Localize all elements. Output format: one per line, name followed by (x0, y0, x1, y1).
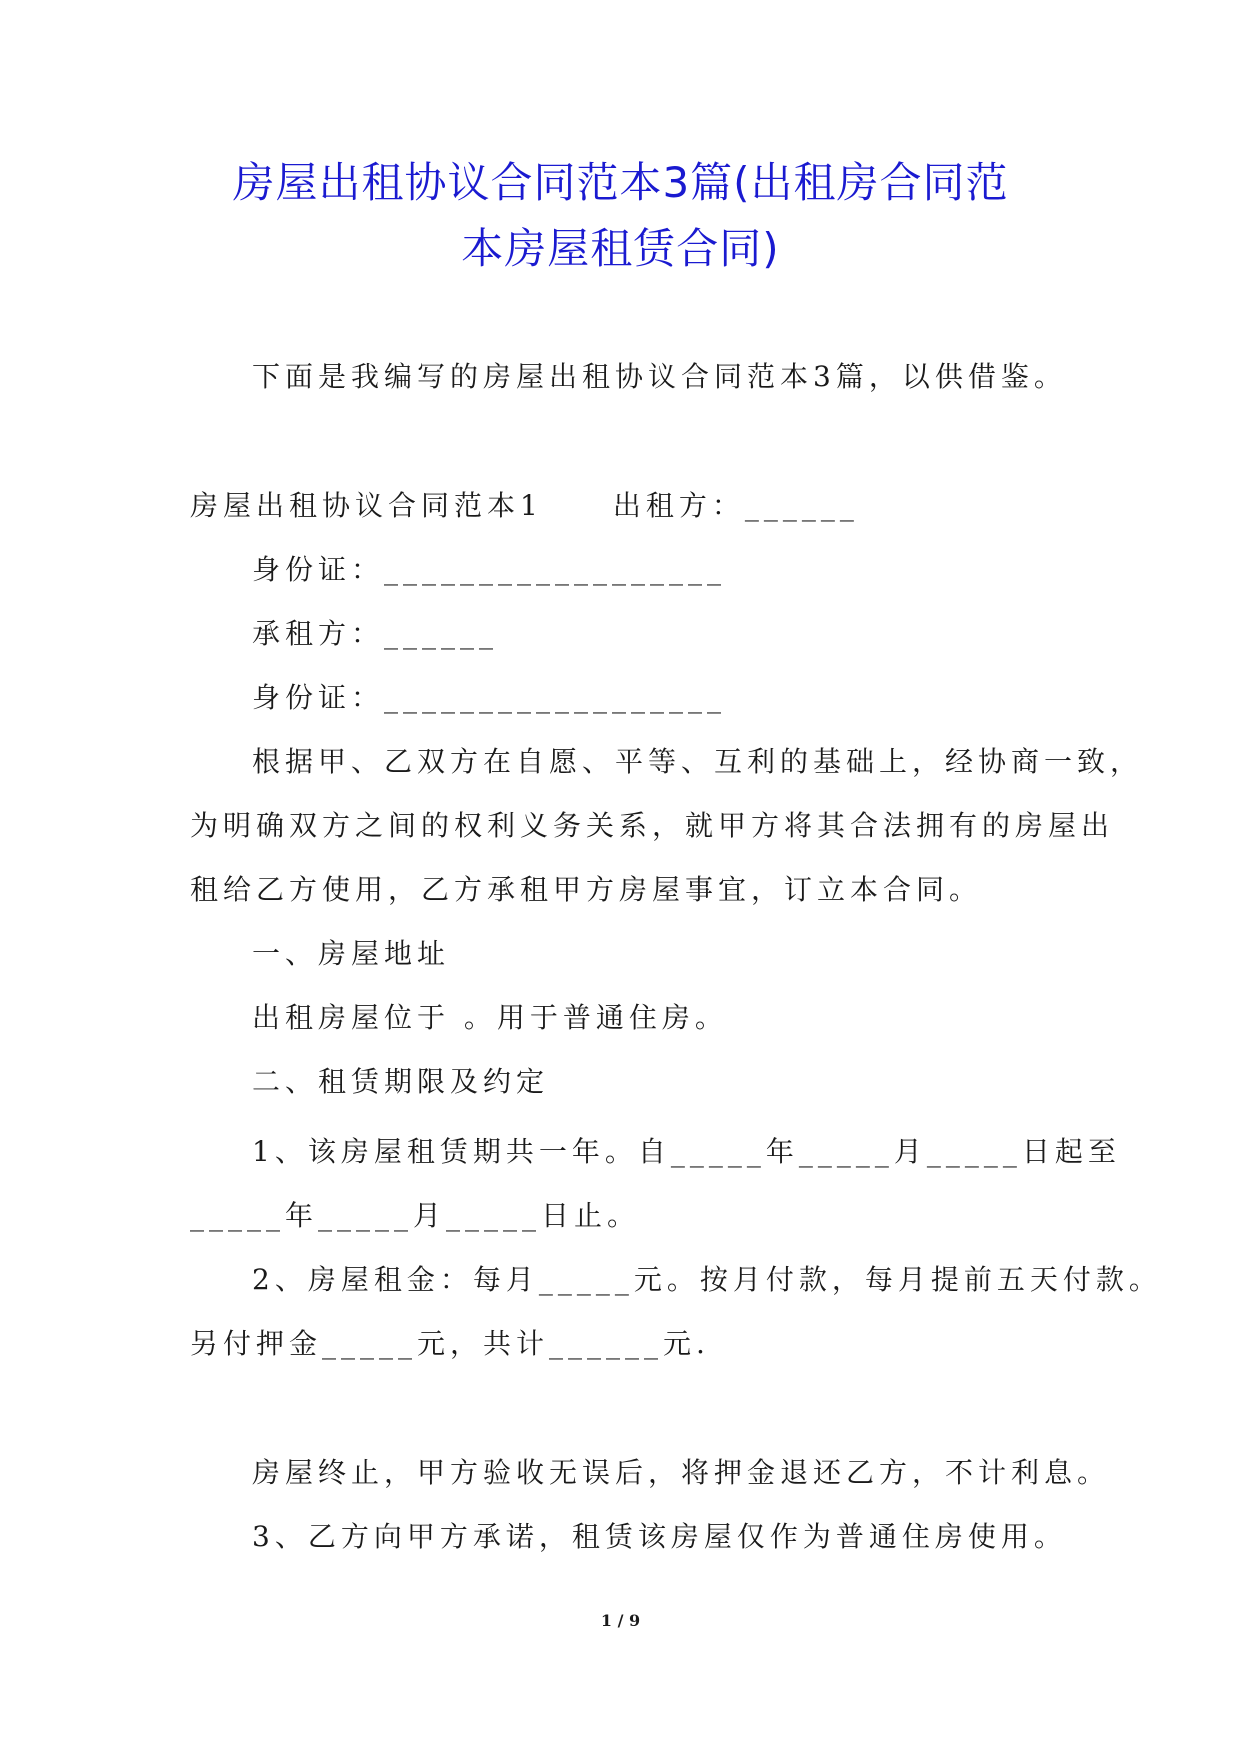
section-heading-term: 二、租赁期限及约定 (252, 1065, 550, 1098)
title-line-2: 本房屋租赁合同) (461, 224, 780, 273)
lessor-id-field: 身份证：__________________ (252, 553, 727, 586)
page-indicator: 1 / 9 (600, 1611, 641, 1630)
sample1-heading: 房屋出租协议合同范本1 (190, 489, 543, 522)
lessee-field: 承租方：______ (252, 617, 499, 650)
paragraph-line: 为明确双方之间的权利义务关系，就甲方将其合法拥有的房屋出 (190, 809, 1115, 842)
intro-paragraph: 下面是我编写的房屋出租协议合同范本3篇，以供借鉴。 (252, 360, 1067, 393)
usage-clause: 3、乙方向甲方承诺，租赁该房屋仅作为普通住房使用。 (252, 1520, 1067, 1553)
title-line-1: 房屋出租协议合同范本3篇(出租房合同范 (232, 158, 1009, 207)
term-clause-line: _____年_____月_____日止。 (190, 1199, 641, 1232)
lessee-id-field: 身份证：__________________ (252, 681, 727, 714)
lessor-field: 出租方：______ (612, 489, 859, 522)
term-clause-line: 1、该房屋租赁期共一年。自_____年_____月_____日起至 (252, 1135, 1121, 1168)
address-text: 出租房屋位于 。用于普通住房。 (252, 1001, 728, 1034)
sample1-header-row (190, 486, 859, 526)
section-heading-address: 一、房屋地址 (252, 937, 451, 970)
rent-clause-line: 2、房屋租金：每月_____元。按月付款，每月提前五天付款。 (252, 1263, 1162, 1296)
rent-clause-line: 另付押金_____元，共计______元. (190, 1327, 710, 1360)
paragraph-line: 根据甲、乙双方在自愿、平等、互利的基础上，经协商一致， (252, 745, 1144, 778)
document-title (150, 150, 1091, 282)
termination-clause: 房屋终止，甲方验收无误后，将押金退还乙方，不计利息。 (252, 1456, 1111, 1489)
paragraph-line: 租给乙方使用，乙方承租甲方房屋事宜，订立本合同。 (190, 873, 983, 906)
